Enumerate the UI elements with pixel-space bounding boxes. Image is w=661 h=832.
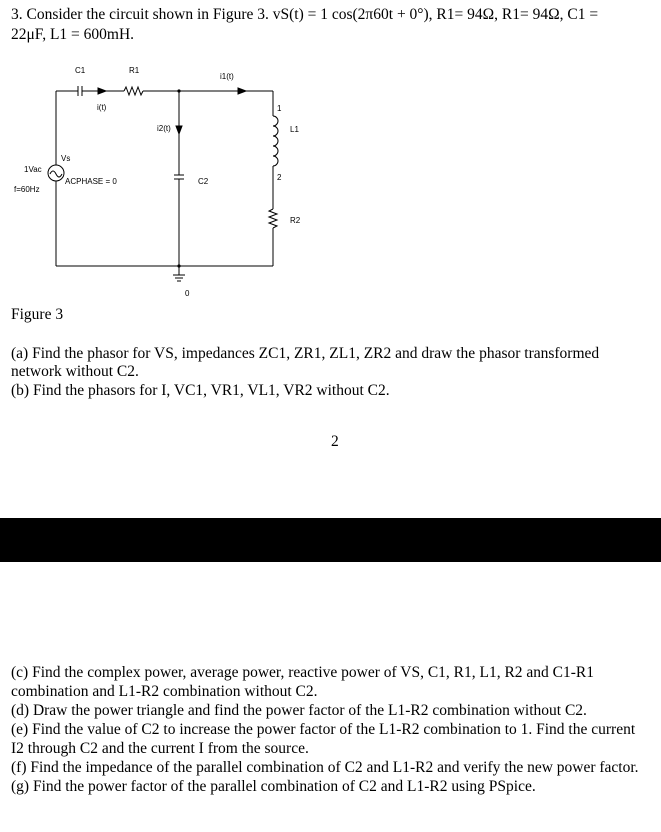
part-e: (e) Find the value of C2 to increase the power factor of the L1-R2 combination to 1. Find the current I2 through C2 and the current I from the source.: [11, 721, 636, 757]
ground-label: 0: [185, 289, 190, 298]
part-c: (c) Find the complex power, average power, reactive power of VS, C1, R1, L1, R2 and C1-R1 combination and L1-R2 combination without C2.: [11, 664, 595, 700]
vs-label: Vs: [61, 154, 71, 163]
r1-label: R1: [129, 66, 140, 75]
parts-bottom: [11, 663, 651, 796]
l1-pin1-label: 1: [277, 104, 282, 113]
problem-statement-line1: 3. Consider the circuit shown in Figure 3. vS(t) = 1 cos(2π60t + 0°), R1= 94Ω, R1= 94Ω, C1 =: [11, 6, 599, 23]
circuit-diagram: [0, 56, 340, 306]
i1-label: i1(t): [220, 72, 234, 81]
page-break-bar: [0, 518, 661, 562]
l1-pin2-label: 2: [277, 173, 282, 182]
part-a-line1: (a) Find the phasor for VS, impedances ZC1, ZR1, ZL1, ZR2 and draw the phasor transformed: [11, 345, 600, 362]
part-f: (f) Find the impedance of the parallel combination of C2 and L1-R2 and verify the new power factor.: [11, 759, 639, 776]
part-g: (g) Find the power factor of the parallel combination of C2 and L1-R2 using PSpice.: [11, 778, 536, 795]
c2-label: C2: [198, 177, 209, 186]
part-b: (b) Find the phasors for I, VC1, VR1, VL1, VR2 without C2.: [11, 382, 390, 399]
r2-label: R2: [290, 216, 301, 225]
i-label: i(t): [97, 103, 107, 112]
c1-label: C1: [75, 66, 86, 75]
page-number: 2: [331, 433, 339, 450]
problem-statement-line2: 22μF, L1 = 600mH.: [11, 26, 135, 43]
acphase-label: ACPHASE = 0: [65, 177, 117, 186]
l1-label: L1: [290, 125, 299, 134]
i2-label: i2(t): [157, 124, 171, 133]
freq-label: f=60Hz: [14, 185, 40, 194]
part-a-line2: network without C2.: [11, 363, 139, 380]
figure-caption: Figure 3: [11, 306, 64, 323]
vac-label: 1Vac: [24, 165, 42, 174]
part-d: (d) Draw the power triangle and find the power factor of the L1-R2 combination without C2.: [11, 702, 587, 719]
